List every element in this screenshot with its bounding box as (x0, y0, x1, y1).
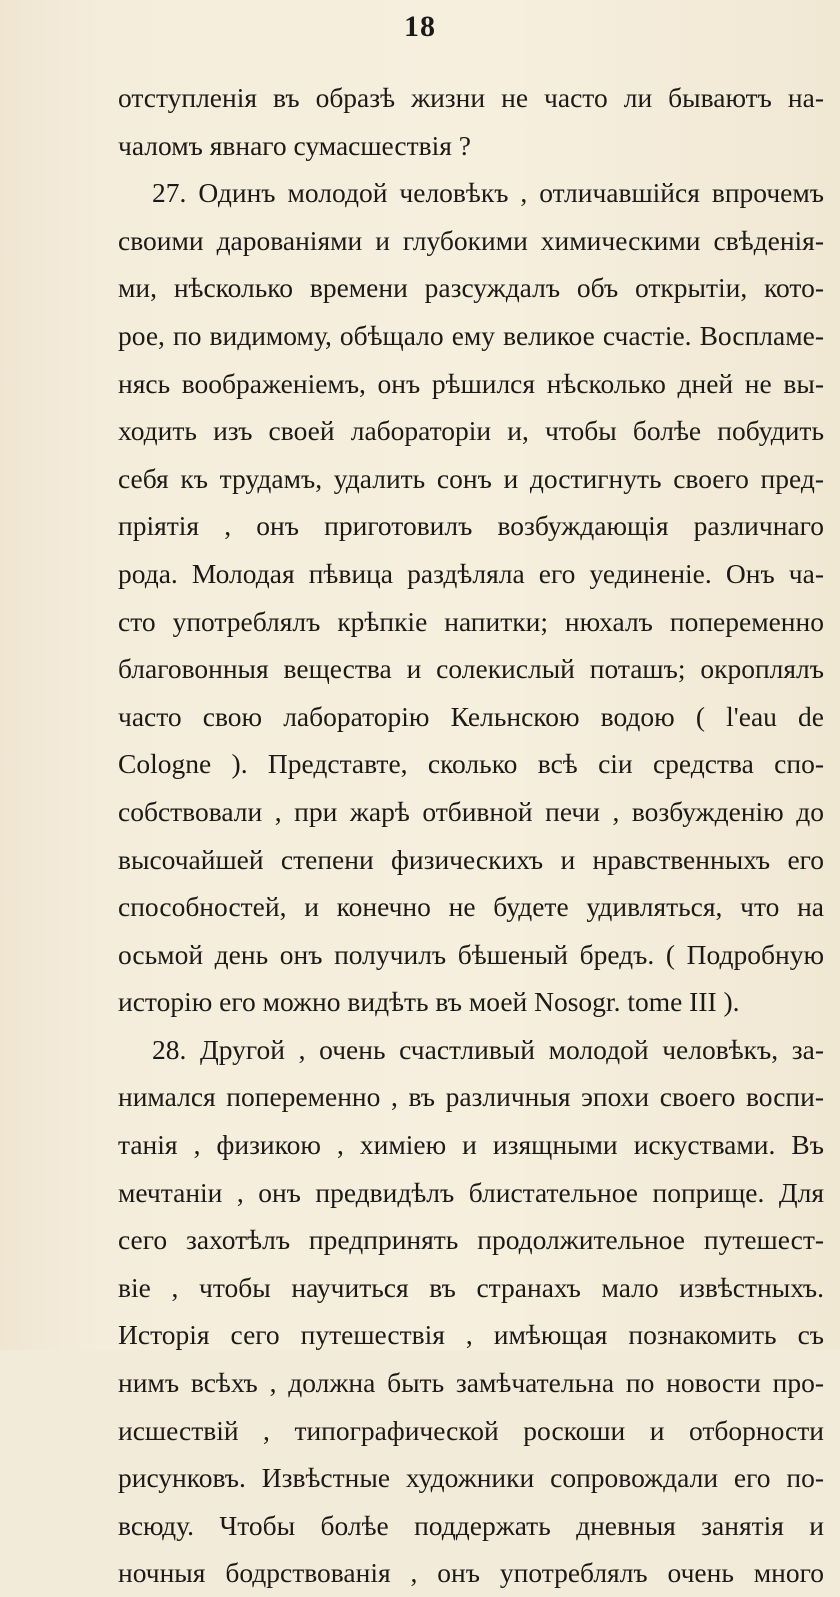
text-line: своими дарованіями и глубокими химическими свѣденія- (118, 224, 824, 256)
text-line: Исторія сего путешествія , имѣющая познакомить съ (118, 1319, 824, 1351)
text-line: ходить изъ своей лабораторіи и, чтобы болѣе побудить (118, 415, 824, 447)
text-line: чаломъ явнаго сумасшествія ? (118, 129, 472, 161)
text-line: осьмой день онъ получилъ бѣшеный бредъ. ( Подробную (118, 938, 824, 970)
text-line: нимался попеременно , въ различныя эпохи своего воспи- (118, 1081, 824, 1113)
text-line: нимъ всѣхъ , должна быть замѣчательна по новости про- (118, 1367, 824, 1399)
text-line: высочайшей степени физическихъ и нравственныхъ его (118, 843, 824, 875)
text-line: пріятія , онъ приготовилъ возбуждающія различнаго (118, 510, 824, 542)
body-text (118, 74, 824, 1597)
text-line: собствовали , при жарѣ отбивной печи , возбужденію до (118, 795, 824, 827)
text-line: сто употреблялъ крѣпкіе напитки; нюхалъ попеременно (118, 605, 824, 637)
text-line: всюду. Чтобы болѣе поддержать дневныя занятія и (118, 1509, 824, 1541)
text-line: часто свою лабораторію Кельнскою водою ( l'eau de (118, 700, 824, 732)
text-line: 27. Одинъ молодой человѣкъ , отличавшійся впрочемъ (152, 177, 824, 209)
text-line: ми, нѣсколько времени разсуждалъ объ открытіи, кото- (118, 272, 824, 304)
text-line: рое, по видимому, обѣщало ему великое счастіе. Воспламе- (118, 319, 824, 351)
text-line: исторію его можно видѣть въ моей Nosogr. tome III ). (118, 986, 740, 1018)
text-line: Cologne ). Представте, сколько всѣ сіи средства спо- (118, 748, 824, 780)
text-line: танія , физикою , химіею и изящными искуствами. Въ (118, 1129, 824, 1161)
text-line: рисунковъ. Извѣстные художники сопровождали его по- (118, 1462, 824, 1494)
text-line: отступленія въ образѣ жизни не часто ли бываютъ на- (118, 82, 824, 113)
text-line: мечтаніи , онъ предвидѣлъ блистательное поприще. Для (118, 1176, 824, 1208)
text-line: рода. Молодая пѣвица раздѣляла его уединеніе. Онъ ча- (118, 557, 824, 589)
text-line: благовонныя вещества и солекислый поташъ; окроплялъ (118, 653, 824, 685)
text-line: нясь воображеніемъ, онъ рѣшился нѣсколько дней не вы- (118, 367, 824, 399)
page-number: 18 (404, 10, 436, 43)
text-line: себя къ трудамъ, удалить сонъ и достигнуть своего пред- (118, 462, 824, 494)
text-line: исшествій , типографической роскоши и отборности (118, 1414, 824, 1446)
text-line: сего захотѣлъ предпринять продолжительное путешест- (118, 1224, 824, 1256)
text-line: способностей, и конечно не будете удивляться, что на (118, 891, 824, 923)
text-line: 28. Другой , очень счастливый молодой человѣкъ, за- (152, 1033, 824, 1065)
text-line: ночныя бодрствованія , онъ употреблялъ очень много (118, 1557, 824, 1589)
text-line: віе , чтобы научиться въ странахъ мало извѣстныхъ. (118, 1271, 824, 1303)
